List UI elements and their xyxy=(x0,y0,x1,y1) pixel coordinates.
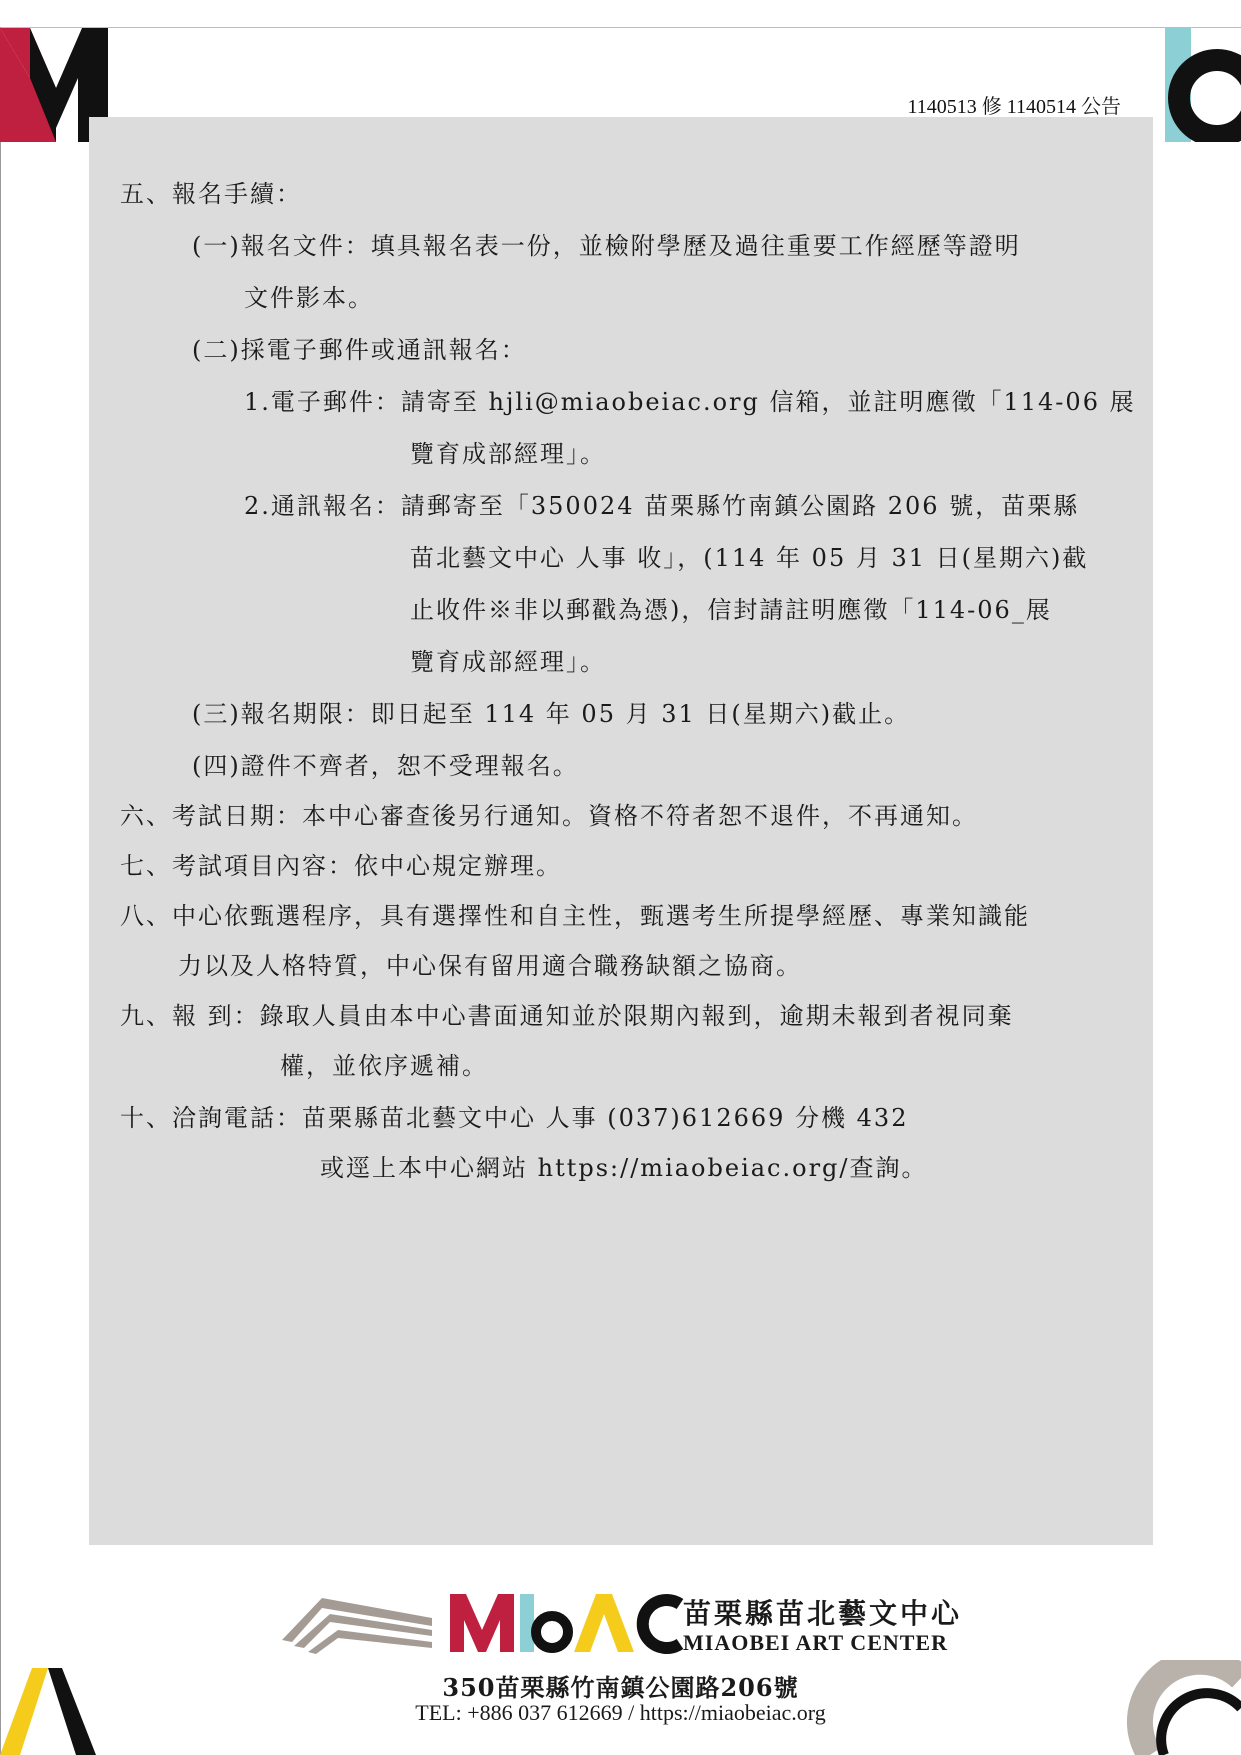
section-5-item-4: (四)證件不齊者，恕不受理報名。 xyxy=(192,752,579,780)
section-5-item-2-1-cont: 覽育成部經理」。 xyxy=(410,440,606,468)
section-10-cont: 或逕上本中心網站 https://miaobeiac.org/查詢。 xyxy=(320,1154,928,1182)
section-5-item-1: (一)報名文件：填具報名表一份，並檢附學歷及過往重要工作經歷等證明 xyxy=(192,232,1021,260)
corner-c-icon xyxy=(1120,1660,1241,1755)
section-7: 七、考試項目內容：依中心規定辦理。 xyxy=(120,852,562,880)
section-9: 九、報 到：錄取人員由本中心書面通知並於限期內報到，逾期未報到者視同棄 xyxy=(120,1002,1014,1030)
section-5-title: 五、報名手續： xyxy=(120,180,302,208)
section-5-item-2-2-cont-2: 止收件※非以郵戳為憑)，信封請註明應徵「114-06_展 xyxy=(410,596,1052,624)
top-rule xyxy=(0,27,1241,28)
corner-a-icon xyxy=(0,1668,100,1755)
section-5-item-3: (三)報名期限：即日起至 114 年 05 月 31 日(星期六)截止。 xyxy=(192,700,911,728)
org-name-en: MIAOBEI ART CENTER xyxy=(683,1630,948,1655)
section-5-item-2-2-cont-3: 覽育成部經理」。 xyxy=(410,648,606,676)
mbac-wordmark xyxy=(450,1594,680,1652)
org-name-cn: 苗栗縣苗北藝文中心 xyxy=(683,1597,963,1630)
section-8: 八、中心依甄選程序，具有選擇性和自主性，甄選考生所提學經歷、專業知識能 xyxy=(120,902,1030,930)
section-5-item-2: (二)採電子郵件或通訊報名： xyxy=(192,336,527,364)
section-5-item-2-2: 2.通訊報名：請郵寄至「350024 苗栗縣竹南鎮公園路 206 號，苗栗縣 xyxy=(244,492,1080,520)
section-6: 六、考試日期：本中心審查後另行通知。資格不符者恕不退件，不再通知。 xyxy=(120,802,978,830)
section-5-item-1-cont: 文件影本。 xyxy=(244,284,374,312)
building-icon xyxy=(282,1598,432,1654)
section-9-cont: 權，並依序遞補。 xyxy=(280,1052,488,1080)
footer-address: 350苗栗縣竹南鎮公園路206號 xyxy=(442,1673,799,1702)
section-10: 十、洽詢電話：苗栗縣苗北藝文中心 人事 (037)612669 分機 432 xyxy=(120,1104,909,1132)
section-8-cont: 力以及人格特質，中心保有留用適合職務缺額之協商。 xyxy=(178,952,802,980)
section-5-item-2-1: 1.電子郵件：請寄至 hjli@miaobeiac.org 信箱，並註明應徵「114-06 展 xyxy=(244,388,1136,416)
corner-b-icon xyxy=(1165,28,1241,142)
section-5-item-2-2-cont-1: 苗北藝文中心 人事 收」，(114 年 05 月 31 日(星期六)截 xyxy=(410,544,1089,572)
footer-contact: TEL: +886 037 612669 / https://miaobeiac.org xyxy=(415,1700,826,1725)
notice-code: 1140513 修 1140514 公告 xyxy=(907,96,1121,118)
left-rule xyxy=(0,27,1,1755)
